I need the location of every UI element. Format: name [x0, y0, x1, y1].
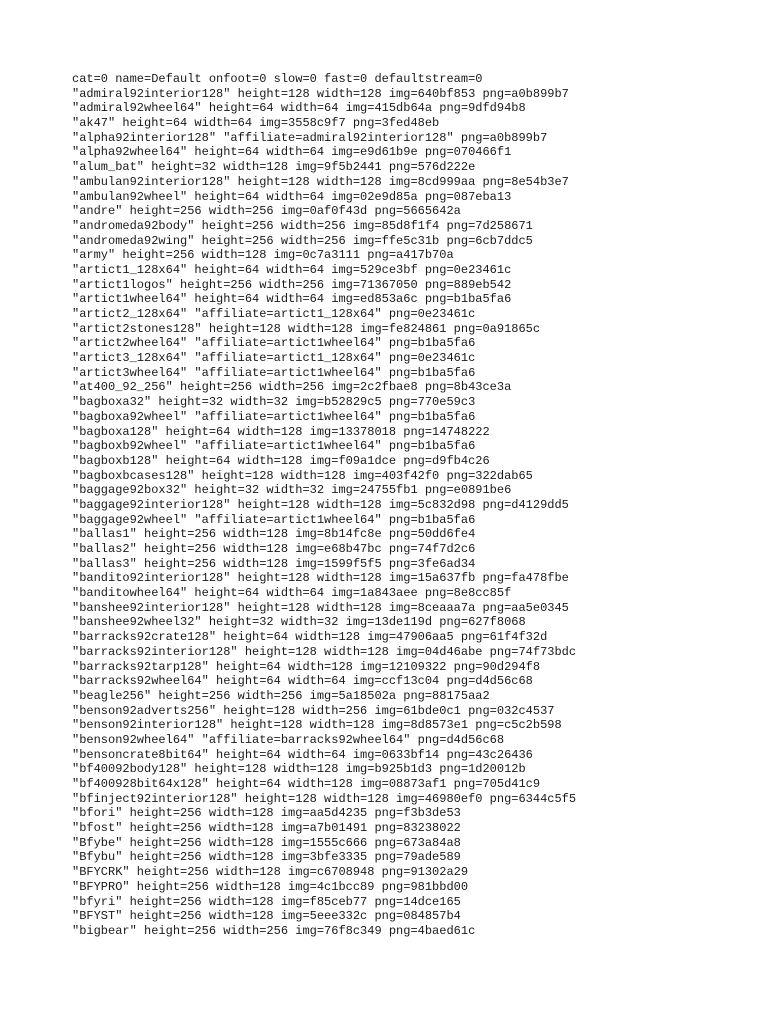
texture-entry-line: "alpha92interior128" "affiliate=admiral92interior128" png=a0b899b7 — [72, 130, 548, 145]
texture-entry-line: "barracks92crate128" height=64 width=128 img=47906aa5 png=61f4f32d — [72, 630, 548, 645]
texture-entry-line: "artict1_128x64" height=64 width=64 img=529ce3bf png=0e23461c — [72, 262, 512, 277]
texture-entry-line: "bagboxa32" height=32 width=32 img=b52829c5 png=770e59c3 — [72, 395, 476, 410]
texture-entry-line: "bagboxa128" height=64 width=128 img=13378018 png=14748222 — [72, 424, 490, 439]
texture-entry-line: "artict3wheel64" "affiliate=artict1wheel64" png=b1ba5fa6 — [72, 365, 476, 380]
texture-entry-line: "bf400928bit64x128" height=64 width=128 img=08873af1 png=705d41c9 — [72, 777, 541, 791]
texture-entry-line: "ballas1" height=256 width=128 img=8b14fc8e png=50dd6fe4 — [72, 527, 476, 542]
texture-entry-line: "benson92wheel64" "affiliate=barracks92wheel64" png=d4d56c68 — [72, 732, 505, 747]
texture-entry-line: "andromeda92body" height=256 width=256 img=85d8f1f4 png=7d258671 — [72, 218, 533, 233]
texture-entry-line: "admiral92interior128" height=128 width=128 img=640bf853 png=a0b899b7 — [72, 86, 569, 101]
texture-entry-line: "artict3_128x64" "affiliate=artict1_128x64" png=0e23461c — [72, 351, 476, 366]
texture-entry-line: "bfost" height=256 width=128 img=a7b01491 png=83238022 — [72, 821, 461, 836]
texture-entry-line: "artict1logos" height=256 width=256 img=71367050 png=889eb542 — [72, 277, 512, 292]
texture-entry-line: "beagle256" height=256 width=256 img=5a18502a png=88175aa2 — [72, 688, 490, 703]
texture-entry-line: "banditowheel64" height=64 width=64 img=1a843aee png=8e8cc85f — [72, 586, 512, 601]
texture-entry-line: "baggage92interior128" height=128 width=128 img=5c832d98 png=d4129dd5 — [72, 497, 569, 512]
texture-entry-line: "bandito92interior128" height=128 width=128 img=15a637fb png=fa478fbe — [72, 571, 569, 586]
texture-entry-line: "Bfybe" height=256 width=128 img=1555c666 png=673a84a8 — [72, 835, 461, 850]
texture-entry-line: "bagboxa92wheel" "affiliate=artict1wheel64" png=b1ba5fa6 — [72, 409, 476, 424]
texture-entry-line: "benson92adverts256" height=128 width=256 img=61bde0c1 png=032c4537 — [72, 703, 555, 718]
texture-entry-line: "bfori" height=256 width=128 img=aa5d4235 png=f3b3de53 — [72, 806, 461, 821]
texture-entry-line: "Bfybu" height=256 width=128 img=3bfe3335 png=79ade589 — [72, 850, 461, 865]
texture-entry-line: "BFYCRK" height=256 width=128 img=c6708948 png=91302a29 — [72, 865, 469, 880]
texture-entry-line: "barracks92interior128" height=128 width=128 img=04d46abe png=74f73bdc — [72, 644, 577, 659]
texture-entry-line: "bfinject92interior128" height=128 width=128 img=46980ef0 png=6344c5f5 — [72, 791, 577, 806]
texture-entry-line: "baggage92box32" height=32 width=32 img=24755fb1 png=e0891be6 — [72, 483, 512, 498]
texture-list-text — [72, 72, 752, 939]
texture-entry-line: "ballas2" height=256 width=128 img=e68b47bc png=74f7d2c6 — [72, 542, 476, 556]
header-line: cat=0 name=Default onfoot=0 slow=0 fast=0 defaultstream=0 — [72, 72, 483, 86]
texture-entry-line: "bfyri" height=256 width=128 img=f85ceb77 png=14dce165 — [72, 894, 461, 909]
texture-entry-line: "bf40092body128" height=128 width=128 img=b925b1d3 png=1d20012b — [72, 762, 526, 777]
texture-entry-line: "bensoncrate8bit64" height=64 width=64 img=0633bf14 png=43c26436 — [72, 747, 533, 762]
texture-entry-line: "bigbear" height=256 width=256 img=76f8c349 png=4baed61c — [72, 923, 476, 938]
texture-entry-line: "barracks92tarp128" height=64 width=128 img=12109322 png=90d294f8 — [72, 659, 541, 674]
texture-entry-line: "andre" height=256 width=256 img=0af0f43d png=5665642a — [72, 204, 461, 219]
texture-entry-line: "BFYPRO" height=256 width=128 img=4c1bcc89 png=981bbd00 — [72, 879, 469, 894]
texture-entry-line: "ambulan92wheel" height=64 width=64 img=02e9d85a png=087eba13 — [72, 189, 512, 204]
texture-entry-line: "alum_bat" height=32 width=128 img=9f5b2441 png=576d222e — [72, 160, 476, 175]
texture-entry-line: "ambulan92interior128" height=128 width=128 img=8cd999aa png=8e54b3e7 — [72, 174, 569, 189]
texture-entry-line: "baggage92wheel" "affiliate=artict1wheel64" png=b1ba5fa6 — [72, 512, 476, 527]
texture-entry-line: "alpha92wheel64" height=64 width=64 img=e9d61b9e png=070466f1 — [72, 145, 512, 160]
texture-entry-line: "artict2wheel64" "affiliate=artict1wheel64" png=b1ba5fa6 — [72, 336, 476, 351]
texture-entry-line: "bagboxbcases128" height=128 width=128 img=403f42f0 png=322dab65 — [72, 468, 533, 483]
texture-entry-line: "army" height=256 width=128 img=0c7a3111 png=a417b70a — [72, 248, 454, 263]
texture-entry-line: "banshee92wheel32" height=32 width=32 img=13de119d png=627f8068 — [72, 615, 526, 630]
texture-entry-line: "artict1wheel64" height=64 width=64 img=ed853a6c png=b1ba5fa6 — [72, 292, 512, 307]
texture-entry-line: "andromeda92wing" height=256 width=256 img=ffe5c31b png=6cb7ddc5 — [72, 233, 533, 248]
texture-entry-line: "artict2_128x64" "affiliate=artict1_128x64" png=0e23461c — [72, 307, 476, 321]
texture-entry-line: "barracks92wheel64" height=64 width=64 img=ccf13c04 png=d4d56c68 — [72, 674, 533, 689]
texture-entry-line: "banshee92interior128" height=128 width=128 img=8ceaaa7a png=aa5e0345 — [72, 600, 569, 615]
texture-entry-line: "admiral92wheel64" height=64 width=64 img=415db64a png=9dfd94b8 — [72, 101, 526, 116]
texture-entry-line: "bagboxb92wheel" "affiliate=artict1wheel64" png=b1ba5fa6 — [72, 439, 476, 454]
texture-entry-line: "benson92interior128" height=128 width=128 img=8d8573e1 png=c5c2b598 — [72, 718, 562, 733]
texture-entry-line: "BFYST" height=256 width=128 img=5eee332c png=084857b4 — [72, 909, 461, 924]
texture-entry-line: "artict2stones128" height=128 width=128 img=fe824861 png=0a91865c — [72, 321, 541, 336]
texture-entry-line: "bagboxb128" height=64 width=128 img=f09a1dce png=d9fb4c26 — [72, 453, 490, 468]
texture-entry-line: "at400_92_256" height=256 width=256 img=2c2fbae8 png=8b43ce3a — [72, 380, 512, 395]
texture-entry-line: "ballas3" height=256 width=128 img=1599f5f5 png=3fe6ad34 — [72, 556, 476, 571]
texture-entry-line: "ak47" height=64 width=64 img=3558c9f7 png=3fed48eb — [72, 116, 440, 131]
